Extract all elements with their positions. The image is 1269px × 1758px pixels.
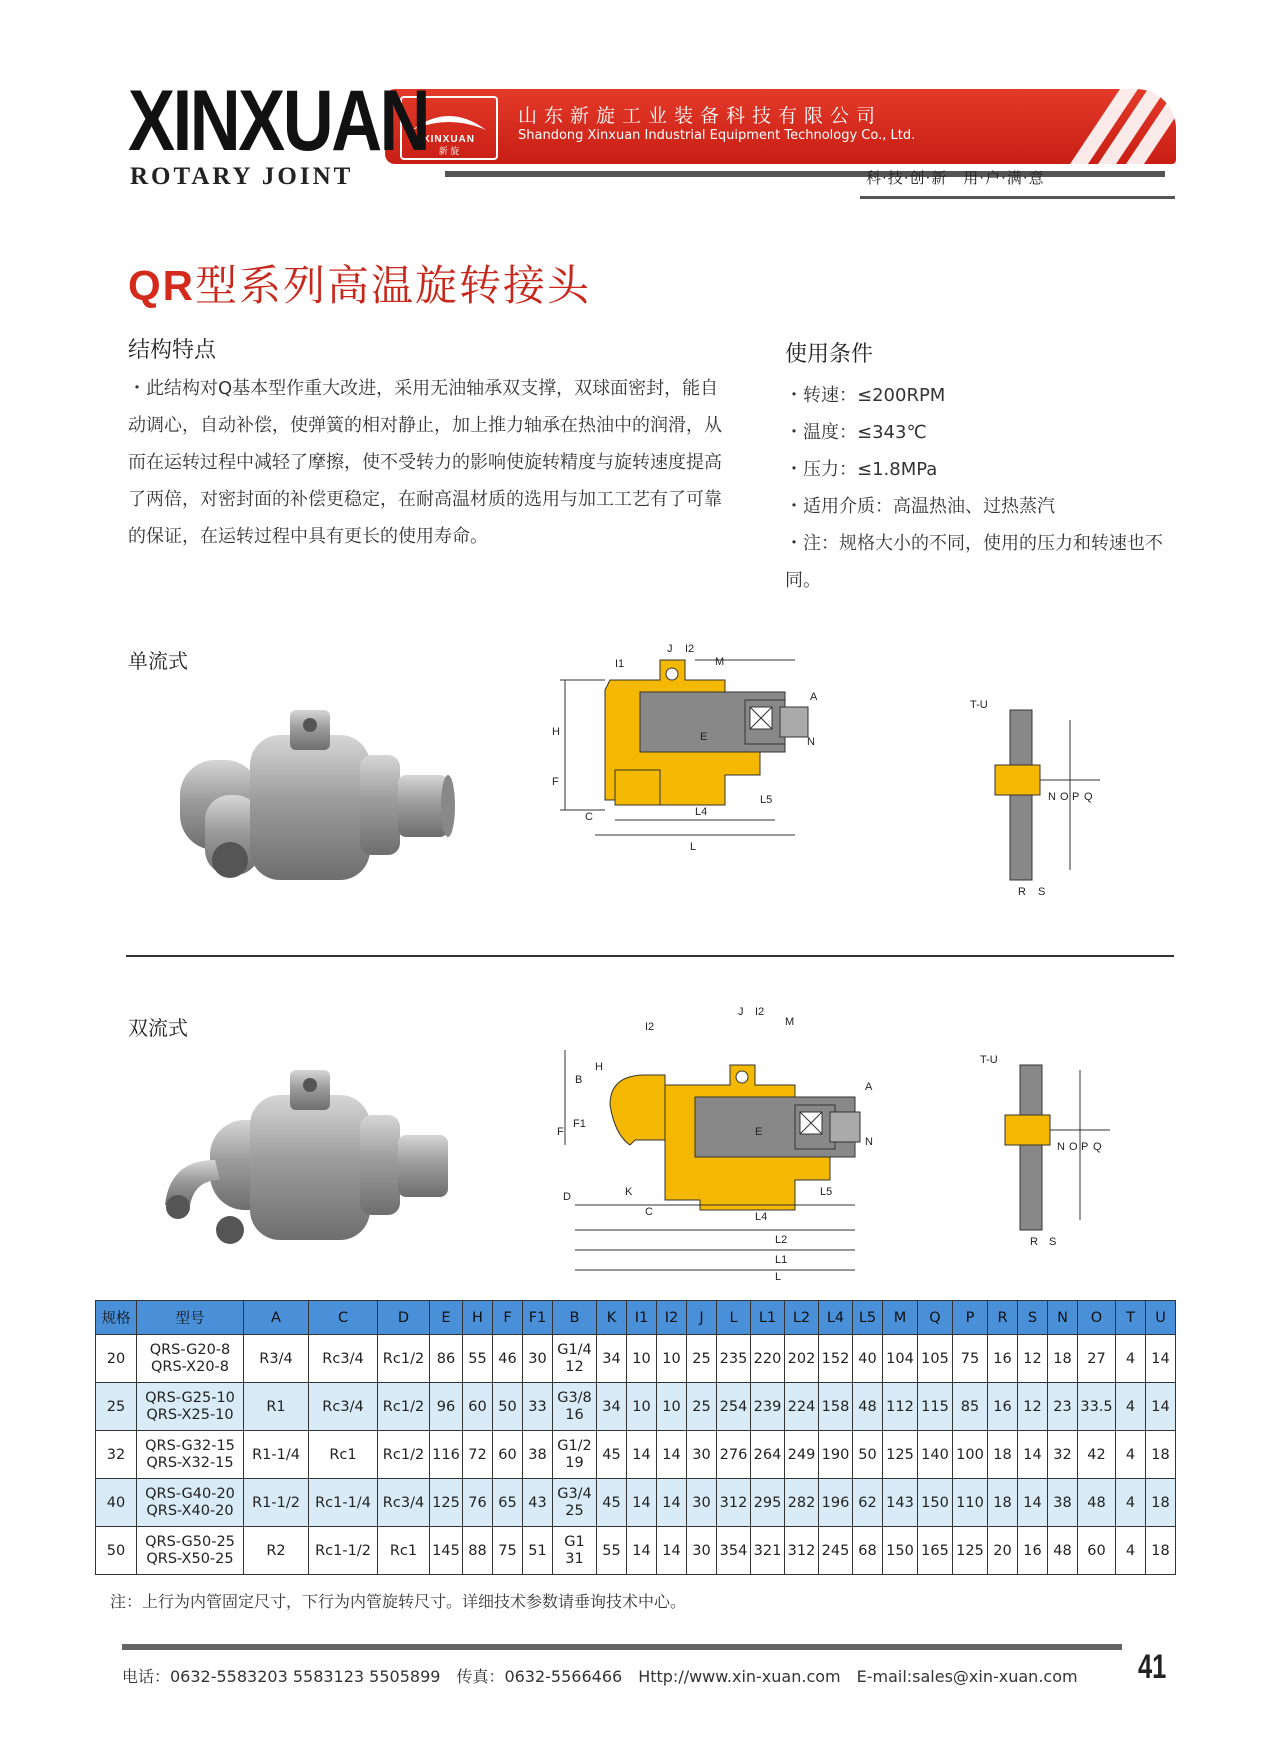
table-cell: 25	[96, 1383, 137, 1431]
table-cell: 12	[1018, 1383, 1048, 1431]
table-header-cell: I1	[627, 1301, 657, 1335]
table-cell: 25	[687, 1383, 717, 1431]
table-header-cell: 规格	[96, 1301, 137, 1335]
table-cell: 32	[1048, 1431, 1078, 1479]
section-divider	[126, 955, 1174, 957]
table-cell: R1	[244, 1383, 309, 1431]
table-cell: 20	[988, 1527, 1018, 1575]
table-cell: 110	[953, 1479, 988, 1527]
condition-item: ・适用介质：高温热油、过热蒸汽	[785, 496, 1055, 517]
dim-label: M	[785, 1016, 795, 1028]
table-cell: Rc3/4	[309, 1383, 378, 1431]
cell-line: G1/2	[557, 1437, 592, 1454]
dim-label: M	[715, 656, 725, 668]
table-cell: R2	[244, 1527, 309, 1575]
table-cell: R3/4	[244, 1335, 309, 1383]
table-header-cell: L	[717, 1301, 751, 1335]
header-rule	[445, 171, 1165, 177]
company-name-en: Shandong Xinxuan Industrial Equipment Technology Co., Ltd.	[518, 128, 916, 143]
dim-label: D	[563, 1191, 571, 1203]
table-cell: 76	[463, 1479, 493, 1527]
table-cell: 276	[717, 1431, 751, 1479]
table-cell: 55	[463, 1335, 493, 1383]
features-body: ・此结构对Q基本型作重大改进，采用无油轴承双支撑，双球面密封，能自动调心，自动补偿，使弹簧的相对静止，加上推力轴承在热油中的润滑，从而在运转过程中减轻了摩擦，使不受转力的影响使旋转精度与旋转速度提高了两倍，对密封面的补偿更稳定，在耐高温材质的选用与加工工艺有了可靠的保证，在运转过程中具有更长的使用寿命。	[128, 378, 722, 547]
cell-line: QRS-X40-20	[146, 1502, 234, 1519]
table-cell: 18	[1048, 1335, 1078, 1383]
table-cell: 104	[883, 1335, 918, 1383]
table-header-cell: N	[1048, 1301, 1078, 1335]
table-cell: Rc1	[378, 1527, 430, 1575]
cell-line: 16	[565, 1406, 584, 1423]
table-cell: 14	[1146, 1335, 1176, 1383]
dim-label: I2	[645, 1021, 655, 1033]
table-cell: 40	[853, 1335, 883, 1383]
table-header-cell: P	[953, 1301, 988, 1335]
table-cell: 14	[1018, 1479, 1048, 1527]
table-cell: 14	[1018, 1431, 1048, 1479]
dim-label: H	[595, 1061, 603, 1073]
table-header-cell: T	[1116, 1301, 1146, 1335]
condition-item: ・温度：≤343℃	[785, 422, 927, 443]
table-row	[96, 1383, 1176, 1431]
table-cell: 145	[430, 1527, 463, 1575]
dim-label: I1	[615, 658, 625, 670]
table-cell: 152	[819, 1335, 853, 1383]
table-cell: 18	[1146, 1431, 1176, 1479]
cell-line: 25	[565, 1502, 584, 1519]
cell-line: QRS-X20-8	[150, 1358, 230, 1375]
footer-rule	[122, 1644, 1122, 1650]
table-cell: Rc3/4	[378, 1479, 430, 1527]
table-header-cell: D	[378, 1301, 430, 1335]
table-header-cell: L1	[751, 1301, 785, 1335]
cell-line: QRS-G40-20	[145, 1485, 235, 1502]
title-rest: 型系列高温旋转接头	[195, 261, 592, 310]
cell-line: 31	[565, 1550, 584, 1567]
table-cell: 23	[1048, 1383, 1078, 1431]
table-cell: 254	[717, 1383, 751, 1431]
slogan: 科·技·创·新 用·户·满·意	[866, 169, 1045, 187]
table-cell: 150	[918, 1479, 953, 1527]
table-cell: 10	[627, 1335, 657, 1383]
table-header-cell: S	[1018, 1301, 1048, 1335]
table-cell: 14	[627, 1527, 657, 1575]
table-cell: 46	[493, 1335, 523, 1383]
dim-label: F	[557, 1126, 564, 1138]
table-header-cell: M	[883, 1301, 918, 1335]
table-cell: 33.5	[1078, 1383, 1116, 1431]
company-name-cn: 山东新旋工业装备科技有限公司	[518, 105, 883, 127]
dim-label: R	[1030, 1236, 1038, 1248]
table-row	[96, 1335, 1176, 1383]
cell-line: G1/4	[557, 1341, 592, 1358]
table-note: 注：上行为内管固定尺寸，下行为内管旋转尺寸。详细技术参数请垂询技术中心。	[110, 1592, 687, 1611]
table-cell-b	[553, 1527, 597, 1575]
dim-label: L5	[760, 794, 773, 806]
page-number: 41	[1138, 1648, 1167, 1686]
table-cell: 18	[1146, 1527, 1176, 1575]
table-cell: 42	[1078, 1431, 1116, 1479]
table-cell: 220	[751, 1335, 785, 1383]
table-header-cell: B	[553, 1301, 597, 1335]
table-cell: 40	[96, 1479, 137, 1527]
table-cell: 65	[493, 1479, 523, 1527]
table-cell: 38	[1048, 1479, 1078, 1527]
dim-label: L1	[775, 1254, 788, 1266]
cell-line: QRS-X32-15	[146, 1454, 234, 1471]
table-cell: 125	[883, 1431, 918, 1479]
condition-item: ・注：规格大小的不同，使用的压力和转速也不同。	[785, 533, 1163, 591]
table-cell: 50	[96, 1527, 137, 1575]
cell-line: G3/8	[557, 1389, 592, 1406]
dim-label: P	[1081, 1141, 1089, 1153]
table-cell: Rc1	[309, 1431, 378, 1479]
spec-table	[95, 1300, 1176, 1575]
dim-label: T-U	[970, 700, 988, 711]
table-cell: Rc3/4	[309, 1335, 378, 1383]
table-header-cell: 型号	[137, 1301, 244, 1335]
table-header-cell: L5	[853, 1301, 883, 1335]
dim-label: F1	[573, 1118, 586, 1130]
dim-label: L4	[695, 806, 708, 818]
dim-label: L	[690, 841, 697, 850]
table-cell: 14	[627, 1479, 657, 1527]
table-cell: 16	[1018, 1527, 1048, 1575]
table-cell: 18	[988, 1431, 1018, 1479]
dim-label: C	[585, 811, 593, 823]
dim-label: B	[575, 1074, 583, 1086]
table-row	[96, 1527, 1176, 1575]
dim-label: I2	[755, 1006, 765, 1018]
table-header-cell: E	[430, 1301, 463, 1335]
single-flow-section	[960, 700, 1110, 900]
dim-label: J	[667, 643, 673, 655]
double-flow-section	[975, 1055, 1125, 1250]
table-cell: 60	[1078, 1527, 1116, 1575]
features-heading: 结构特点	[128, 338, 217, 363]
table-cell: 10	[627, 1383, 657, 1431]
dim-label: L4	[755, 1211, 768, 1223]
table-header-cell: C	[309, 1301, 378, 1335]
table-cell: 14	[627, 1431, 657, 1479]
single-flow-drawing	[545, 640, 885, 850]
table-cell: 33	[523, 1383, 553, 1431]
table-cell: 55	[597, 1527, 627, 1575]
table-cell: 16	[988, 1383, 1018, 1431]
table-cell: R1-1/4	[244, 1431, 309, 1479]
double-flow-heading: 双流式	[128, 1016, 188, 1040]
brand-name: XINXUAN	[128, 73, 429, 169]
dim-label: H	[552, 726, 560, 738]
cell-line: QRS-G50-25	[145, 1533, 235, 1550]
table-cell: 264	[751, 1431, 785, 1479]
cell-line: QRS-G32-15	[145, 1437, 235, 1454]
table-cell: 96	[430, 1383, 463, 1431]
slogan-rule	[860, 196, 1175, 199]
dim-label: S	[1038, 886, 1046, 898]
table-cell: 14	[657, 1479, 687, 1527]
table-cell: 85	[953, 1383, 988, 1431]
table-cell: Rc1/2	[378, 1383, 430, 1431]
title-prefix: QR	[128, 262, 195, 309]
table-cell: 282	[785, 1479, 819, 1527]
table-cell: 312	[717, 1479, 751, 1527]
table-row	[96, 1479, 1176, 1527]
table-cell: 295	[751, 1479, 785, 1527]
table-header-cell: F	[493, 1301, 523, 1335]
table-cell: Rc1-1/2	[309, 1527, 378, 1575]
table-header-cell: J	[687, 1301, 717, 1335]
table-header-cell: F1	[523, 1301, 553, 1335]
brand-subtitle: ROTARY JOINT	[130, 163, 354, 190]
table-header-row	[96, 1301, 1176, 1335]
table-cell: 86	[430, 1335, 463, 1383]
cell-line: 12	[565, 1358, 584, 1375]
table-cell: 116	[430, 1431, 463, 1479]
table-cell: 16	[988, 1335, 1018, 1383]
table-cell: 62	[853, 1479, 883, 1527]
table-cell: Rc1/2	[378, 1431, 430, 1479]
table-cell-b	[553, 1383, 597, 1431]
table-cell: 43	[523, 1479, 553, 1527]
table-cell-model	[137, 1479, 244, 1527]
dim-label: A	[865, 1081, 873, 1093]
dim-label: K	[625, 1186, 633, 1198]
dim-label: E	[755, 1126, 763, 1138]
table-cell: 14	[657, 1527, 687, 1575]
dim-label: J	[738, 1006, 744, 1018]
table-cell: 158	[819, 1383, 853, 1431]
table-cell: 312	[785, 1527, 819, 1575]
double-flow-photo	[150, 1065, 480, 1265]
dim-label: O	[1060, 791, 1069, 803]
table-header-cell: A	[244, 1301, 309, 1335]
table-cell: 245	[819, 1527, 853, 1575]
table-cell-b	[553, 1479, 597, 1527]
table-cell: 165	[918, 1527, 953, 1575]
table-header-cell: Q	[918, 1301, 953, 1335]
double-flow-drawing	[555, 1005, 915, 1280]
table-cell: 45	[597, 1479, 627, 1527]
table-cell-model	[137, 1335, 244, 1383]
single-flow-photo	[170, 700, 470, 900]
table-cell: 75	[493, 1527, 523, 1575]
table-cell-model	[137, 1431, 244, 1479]
table-cell: 4	[1116, 1527, 1146, 1575]
dim-label: T-U	[980, 1055, 998, 1066]
table-cell: 10	[657, 1335, 687, 1383]
table-cell: 45	[597, 1431, 627, 1479]
table-cell: 72	[463, 1431, 493, 1479]
table-cell-model	[137, 1527, 244, 1575]
dim-label: O	[1069, 1141, 1078, 1153]
table-cell: 30	[687, 1479, 717, 1527]
dim-label: N	[1048, 791, 1056, 803]
table-cell: 105	[918, 1335, 953, 1383]
table-cell: 88	[463, 1527, 493, 1575]
table-cell: 14	[1146, 1383, 1176, 1431]
dim-label: N	[807, 736, 815, 748]
table-cell: 32	[96, 1431, 137, 1479]
table-header-cell: K	[597, 1301, 627, 1335]
table-cell: 34	[597, 1335, 627, 1383]
dim-label: C	[645, 1206, 653, 1218]
table-header-cell: U	[1146, 1301, 1176, 1335]
table-cell: 38	[523, 1431, 553, 1479]
table-header-cell: L2	[785, 1301, 819, 1335]
table-row	[96, 1431, 1176, 1479]
table-cell: 25	[687, 1335, 717, 1383]
cell-line: QRS-X50-25	[146, 1550, 234, 1567]
table-cell-model	[137, 1383, 244, 1431]
cell-line: QRS-G25-10	[145, 1389, 235, 1406]
table-cell: Rc1-1/4	[309, 1479, 378, 1527]
table-cell: 48	[1048, 1527, 1078, 1575]
table-cell: 125	[953, 1527, 988, 1575]
table-header-cell: H	[463, 1301, 493, 1335]
page-title	[128, 253, 591, 313]
table-cell: 20	[96, 1335, 137, 1383]
dim-label: L	[775, 1271, 782, 1280]
table-cell: 34	[597, 1383, 627, 1431]
table-cell: 4	[1116, 1479, 1146, 1527]
table-cell: 4	[1116, 1431, 1146, 1479]
cell-line: G1	[564, 1533, 585, 1550]
condition-item: ・转速：≤200RPM	[785, 385, 946, 406]
dim-label: A	[810, 691, 818, 703]
table-cell-b	[553, 1431, 597, 1479]
dim-label: F	[552, 776, 559, 788]
table-cell: 30	[687, 1527, 717, 1575]
table-cell: 51	[523, 1527, 553, 1575]
single-flow-heading: 单流式	[128, 649, 188, 673]
table-cell: 48	[853, 1383, 883, 1431]
table-cell: 10	[657, 1383, 687, 1431]
table-cell: 12	[1018, 1335, 1048, 1383]
table-cell: Rc1/2	[378, 1335, 430, 1383]
dim-label: I2	[685, 643, 695, 655]
logo-text: XINXUAN	[422, 134, 476, 145]
table-cell: 125	[430, 1479, 463, 1527]
cell-line: QRS-G20-8	[149, 1341, 231, 1358]
table-cell: 30	[687, 1431, 717, 1479]
table-cell: 112	[883, 1383, 918, 1431]
table-cell: 48	[1078, 1479, 1116, 1527]
table-cell: 235	[717, 1335, 751, 1383]
cell-line: G3/4	[557, 1485, 592, 1502]
table-cell: 321	[751, 1527, 785, 1575]
table-cell: 249	[785, 1431, 819, 1479]
table-cell: 143	[883, 1479, 918, 1527]
conditions-list	[785, 377, 1185, 599]
dim-label: L5	[820, 1186, 833, 1198]
table-cell: 140	[918, 1431, 953, 1479]
table-cell: 224	[785, 1383, 819, 1431]
dim-label: S	[1049, 1236, 1057, 1248]
table-cell: 115	[918, 1383, 953, 1431]
table-cell-b	[553, 1335, 597, 1383]
table-cell: 75	[953, 1335, 988, 1383]
table-cell: 68	[853, 1527, 883, 1575]
table-cell: 14	[657, 1431, 687, 1479]
dim-label: E	[700, 731, 708, 743]
table-cell: 60	[493, 1431, 523, 1479]
table-cell: 100	[953, 1431, 988, 1479]
contact-info: 电话：0632-5583203 5583123 5505899 传真：0632-5566466 Http://www.xin-xuan.com E-mail:sales@xin-xuan.com	[122, 1667, 1078, 1686]
table-header-cell: R	[988, 1301, 1018, 1335]
table-cell: 354	[717, 1527, 751, 1575]
dim-label: N	[865, 1136, 873, 1148]
dim-label: L2	[775, 1234, 788, 1246]
table-cell: 50	[853, 1431, 883, 1479]
table-cell: 202	[785, 1335, 819, 1383]
table-cell: 150	[883, 1527, 918, 1575]
table-cell: 27	[1078, 1335, 1116, 1383]
dim-label: Q	[1084, 791, 1093, 803]
dim-label: N	[1057, 1141, 1065, 1153]
table-header-cell: O	[1078, 1301, 1116, 1335]
table-cell: R1-1/2	[244, 1479, 309, 1527]
cell-line: QRS-X25-10	[146, 1406, 234, 1423]
table-cell: 18	[988, 1479, 1018, 1527]
table-header-cell: L4	[819, 1301, 853, 1335]
table-cell: 196	[819, 1479, 853, 1527]
dim-label: Q	[1093, 1141, 1102, 1153]
dim-label: P	[1072, 791, 1080, 803]
condition-item: ・压力：≤1.8MPa	[785, 459, 938, 480]
table-cell: 18	[1146, 1479, 1176, 1527]
table-cell: 239	[751, 1383, 785, 1431]
banner-stripes	[1030, 89, 1176, 164]
table-cell: 30	[523, 1335, 553, 1383]
cell-line: 19	[565, 1454, 584, 1471]
table-cell: 50	[493, 1383, 523, 1431]
table-cell: 4	[1116, 1383, 1146, 1431]
logo-cn: 新 旋	[438, 146, 460, 156]
conditions-heading: 使用条件	[785, 342, 874, 367]
table-header-cell: I2	[657, 1301, 687, 1335]
table-cell: 190	[819, 1431, 853, 1479]
dim-label: R	[1018, 886, 1026, 898]
table-cell: 4	[1116, 1335, 1146, 1383]
table-cell: 60	[463, 1383, 493, 1431]
